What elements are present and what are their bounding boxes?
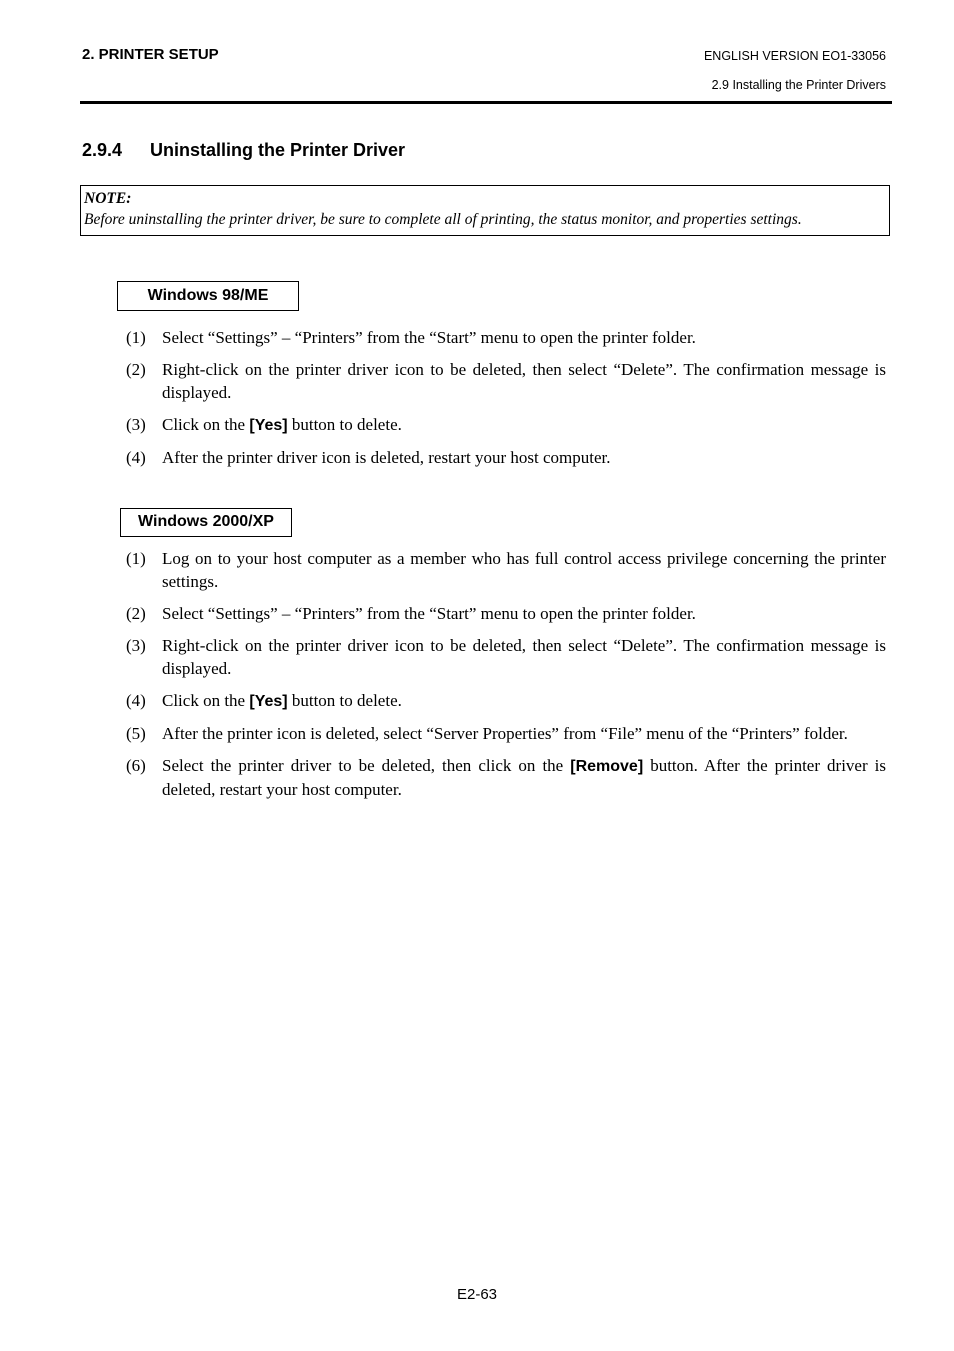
step-text: After the printer driver icon is deleted, restart your host computer. bbox=[162, 448, 611, 467]
step-text: Select the printer driver to be deleted, then click on the bbox=[162, 756, 571, 775]
note-label: NOTE: bbox=[84, 190, 132, 207]
step-number: (1) bbox=[126, 328, 146, 347]
step-text-continued: button to delete. bbox=[287, 415, 402, 434]
step-text: Select “Settings” – “Printers” from the “Start” menu to open the printer folder. bbox=[162, 328, 696, 347]
list-item bbox=[126, 722, 886, 745]
step-number: (2) bbox=[126, 604, 146, 623]
step-text: Select “Settings” – “Printers” from the “Start” menu to open the printer folder. bbox=[162, 604, 696, 623]
step-number: (5) bbox=[126, 724, 146, 743]
windows-98-steps bbox=[126, 326, 886, 478]
button-name: [Remove] bbox=[570, 758, 644, 775]
windows-98-heading: Windows 98/ME bbox=[117, 281, 299, 311]
note-text: Before uninstalling the printer driver, be sure to complete all of printing, the status monitor, and properties settings. bbox=[84, 211, 802, 228]
list-item bbox=[126, 547, 886, 593]
step-text: Log on to your host computer as a member who has full control access privilege concerning the printer settings. bbox=[162, 549, 886, 591]
step-number: (6) bbox=[126, 756, 146, 775]
list-item bbox=[126, 413, 886, 437]
step-number: (1) bbox=[126, 549, 146, 568]
step-number: (2) bbox=[126, 360, 146, 379]
step-text: Click on the bbox=[162, 691, 250, 710]
header-rule bbox=[80, 101, 892, 104]
list-item bbox=[126, 634, 886, 680]
list-item bbox=[126, 358, 886, 404]
step-number: (4) bbox=[126, 448, 146, 467]
step-text-continued: button. After the printer driver is deleted, restart your host computer. bbox=[162, 756, 886, 799]
header-section: 2. PRINTER SETUP bbox=[82, 46, 219, 63]
header-version: ENGLISH VERSION EO1-33056 bbox=[703, 49, 886, 63]
header-subsection: 2.9 Installing the Printer Drivers bbox=[711, 78, 886, 92]
button-name: [Yes] bbox=[249, 417, 288, 434]
windows-2000-steps bbox=[126, 547, 886, 810]
button-name: [Yes] bbox=[249, 693, 288, 710]
section-title bbox=[82, 140, 405, 161]
list-item bbox=[126, 326, 886, 349]
step-text: Click on the bbox=[162, 415, 250, 434]
step-number: (3) bbox=[126, 636, 146, 655]
step-number: (3) bbox=[126, 415, 146, 434]
windows-2000-heading: Windows 2000/XP bbox=[120, 508, 292, 537]
list-item bbox=[126, 446, 886, 469]
step-text: Right-click on the printer driver icon to be deleted, then select “Delete”. The confirmation message is displayed. bbox=[162, 360, 886, 402]
list-item bbox=[126, 689, 886, 713]
list-item bbox=[126, 602, 886, 625]
section-number: 2.9.4 bbox=[82, 140, 123, 160]
list-item bbox=[126, 754, 886, 801]
section-heading: Uninstalling the Printer Driver bbox=[150, 140, 406, 160]
step-number: (4) bbox=[126, 691, 146, 710]
step-text-continued: button to delete. bbox=[287, 691, 402, 710]
note-box bbox=[80, 185, 890, 236]
page-number: E2-63 bbox=[456, 1286, 498, 1303]
step-text: Right-click on the printer driver icon to be deleted, then select “Delete”. The confirmation message is displayed. bbox=[162, 636, 886, 678]
step-text: After the printer icon is deleted, select “Server Properties” from “File” menu of the “Printers” folder. bbox=[162, 724, 848, 743]
